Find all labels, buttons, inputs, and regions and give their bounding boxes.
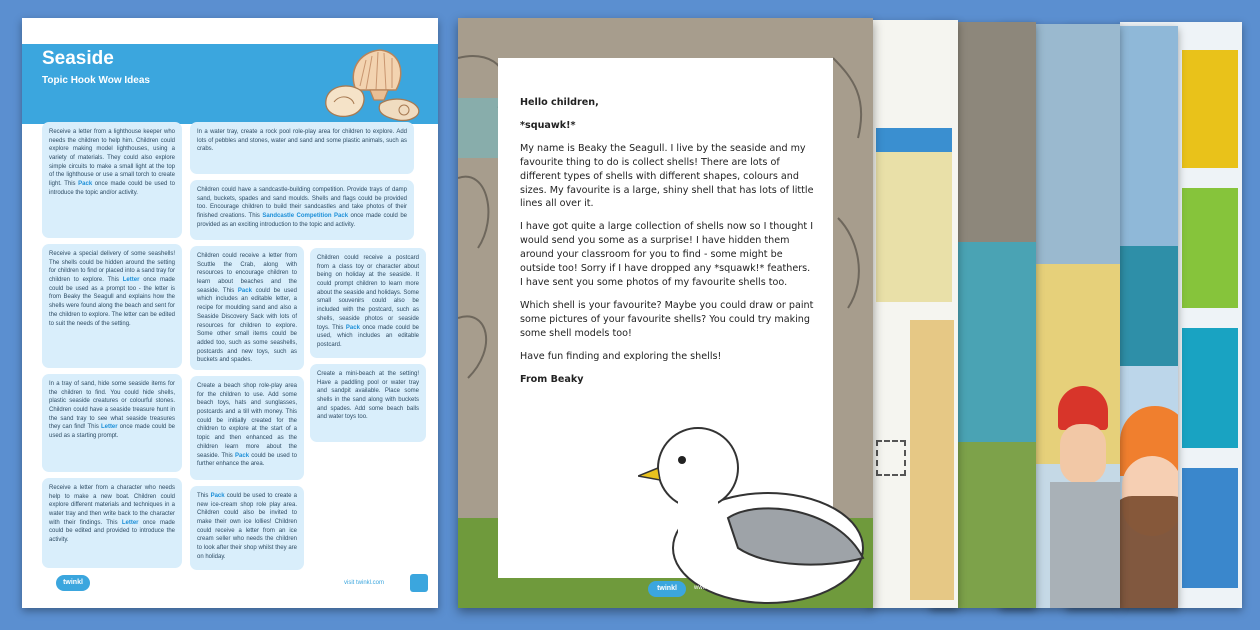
twinkl-badge-icon [410,574,428,592]
idea-box-postcard: Children could receive a postcard from a class toy or character about being on holiday at the seaside. It could prompt children to learn more about the seaside and holidays. Some small souvenirs could also be included with the postcard, such as shells, seaside photos or seaside toys. This Pack once made could be used, which includes an editable postcard. [310,248,426,358]
idea-box-rock-pool: In a water tray, create a rock pool role-play area for children to explore. Add lots of pebbles and stones, water and sand and some plastic animals, such as crabs. [190,122,414,174]
character-figure [910,320,954,600]
spiral-shell-icon [379,99,419,120]
idea-box-beach-shop: Create a beach shop role-play area for the children to use. Add some beach toys, hats and sunglasses, postcards and a till with money. This could be initially created for the children to explore at the start of a topic and then enhanced as the children learn more about the seaside. This Pack could be used to further enhance the area. [190,376,304,480]
man-face-icon [1060,424,1106,484]
letter-greeting: Hello children, [520,97,599,108]
postcard-stripe [876,128,952,152]
idea-box-mini-beach: Create a mini-beach at the setting! Have a paddling pool or water tray and sandpit available. Place some shells in the sand along with buckets and spades. Add some beach balls and water toys too. [310,364,426,442]
conch-shell-icon [326,86,364,116]
idea-box-lighthouse: Receive a letter from a lighthouse keeper who needs the children to help him. Children could explore making model lighthouses, using a variety of materials. They could also explore simple circuits to make a small light at the top of the lighthouse or use a small torch to create light. This Pack once made could be used to introduce the topic and/or activity. [42,122,182,238]
seagull-icon [638,398,873,608]
seagull-letter-card [458,18,873,608]
postcard-beach-photo [876,152,952,302]
card-postcard [868,20,958,608]
girl-hair-icon [1112,496,1178,608]
topic-ideas-page [22,18,438,608]
swatch-yellow [1182,50,1238,168]
page-subtitle: Topic Hook Wow Ideas [42,75,150,86]
letter-body [520,96,814,395]
idea-box-sand-tray-hunt: In a tray of sand, hide some seaside items for the children to find. You could hide shells, plastic seaside creatures or colourful stones. Children could have a seaside treasure hunt in the sand tray to see what seaside treasures they can find! This Letter once made could be used as a starting prompt. [42,374,182,472]
footer-url: visit twinkl.com [344,580,385,586]
idea-box-sandcastle: Children could have a sandcastle-building competition. Provide trays of damp sand, buckets, spades and sand moulds. Shells and flags could be provided too. Encourage children to build their sandcastles and take photos of their finished creations. This Sandcastle Competition Pack once made could be provided as an exciting introduction to the topic and activity. [190,180,414,240]
seashell-illustration [318,42,428,126]
idea-box-crab-letter: Children could receive a letter from Scuttle the Crab, along with resources to encourage children to learn about beaches and the seaside. This Pack could be used which includes an editable letter, a recipe for moulding sand and also a Seaside Discovery Sack with lots of resources for children to explore. Some other small items could be added too, such as some seashells, postcards and new toys, such as buckets and spades. [190,246,304,370]
letter-squawk: *squawk!* [520,119,576,131]
twinkl-logo: twinkl [56,575,90,591]
idea-box-ice-cream-shop: This Pack could be used to create a new ice-cream shop role play area. Children could also be invited to make their own ice lollies! Children could receive a letter from an ice cream seller who needs the children to look after their shop whilst they are on holiday. [190,486,304,570]
letter-signoff: From Beaky [520,373,584,385]
page-title: Seaside [42,48,114,69]
letter-paragraph-3: Which shell is your favourite? Maybe you could draw or paint some pictures of your favourite shells? You could try making some shell models too! [520,299,814,339]
knit-jumper-icon [1050,482,1120,608]
stamp-box-icon [876,440,906,476]
swatch-teal [1182,328,1238,448]
letter-paragraph-2: I have got quite a large collection of shells now so I thought I would send you some as a surprise! I have hidden them around your classroom for you to find - some might be outside too! Sorry if I have dropped any *squawk!* feathers. I have sent you some photos of my favourite shells too. [520,221,814,288]
idea-box-boat: Receive a letter from a character who needs help to make a new boat. Children could explore different materials and techniques in a water tray and then write back to the character with their findings. This Letter once made could be edited and provided to introduce the activity. [42,478,182,568]
swatch-blue [1182,468,1238,588]
swatch-green [1182,188,1238,308]
idea-box-seashells-delivery: Receive a special delivery of some seashells! The shells could be hidden around the setting for children to find or placed into a sand tray for children to explore. This Letter once made could be used as a prompt too - the letter is from Beaky the Seagull and explains how the shells were found along the beach and sent for the children to explore. The letter can be edited to suit the needs of the setting. [42,244,182,368]
twinkl-logo: twinkl [648,581,686,597]
letter-paragraph-1: My name is Beaky the Seagull. I live by the seaside and my favourite thing to do is collect shells! There are lots of different types of shells with different shapes, colours and sizes. My favourite is a large, shiny shell that has lots of little lines all over it. [520,142,814,210]
letter-footer-url: www.twinkl.co.uk [694,585,740,591]
letter-paragraph-4: Have fun finding and exploring the shells! [520,350,722,362]
